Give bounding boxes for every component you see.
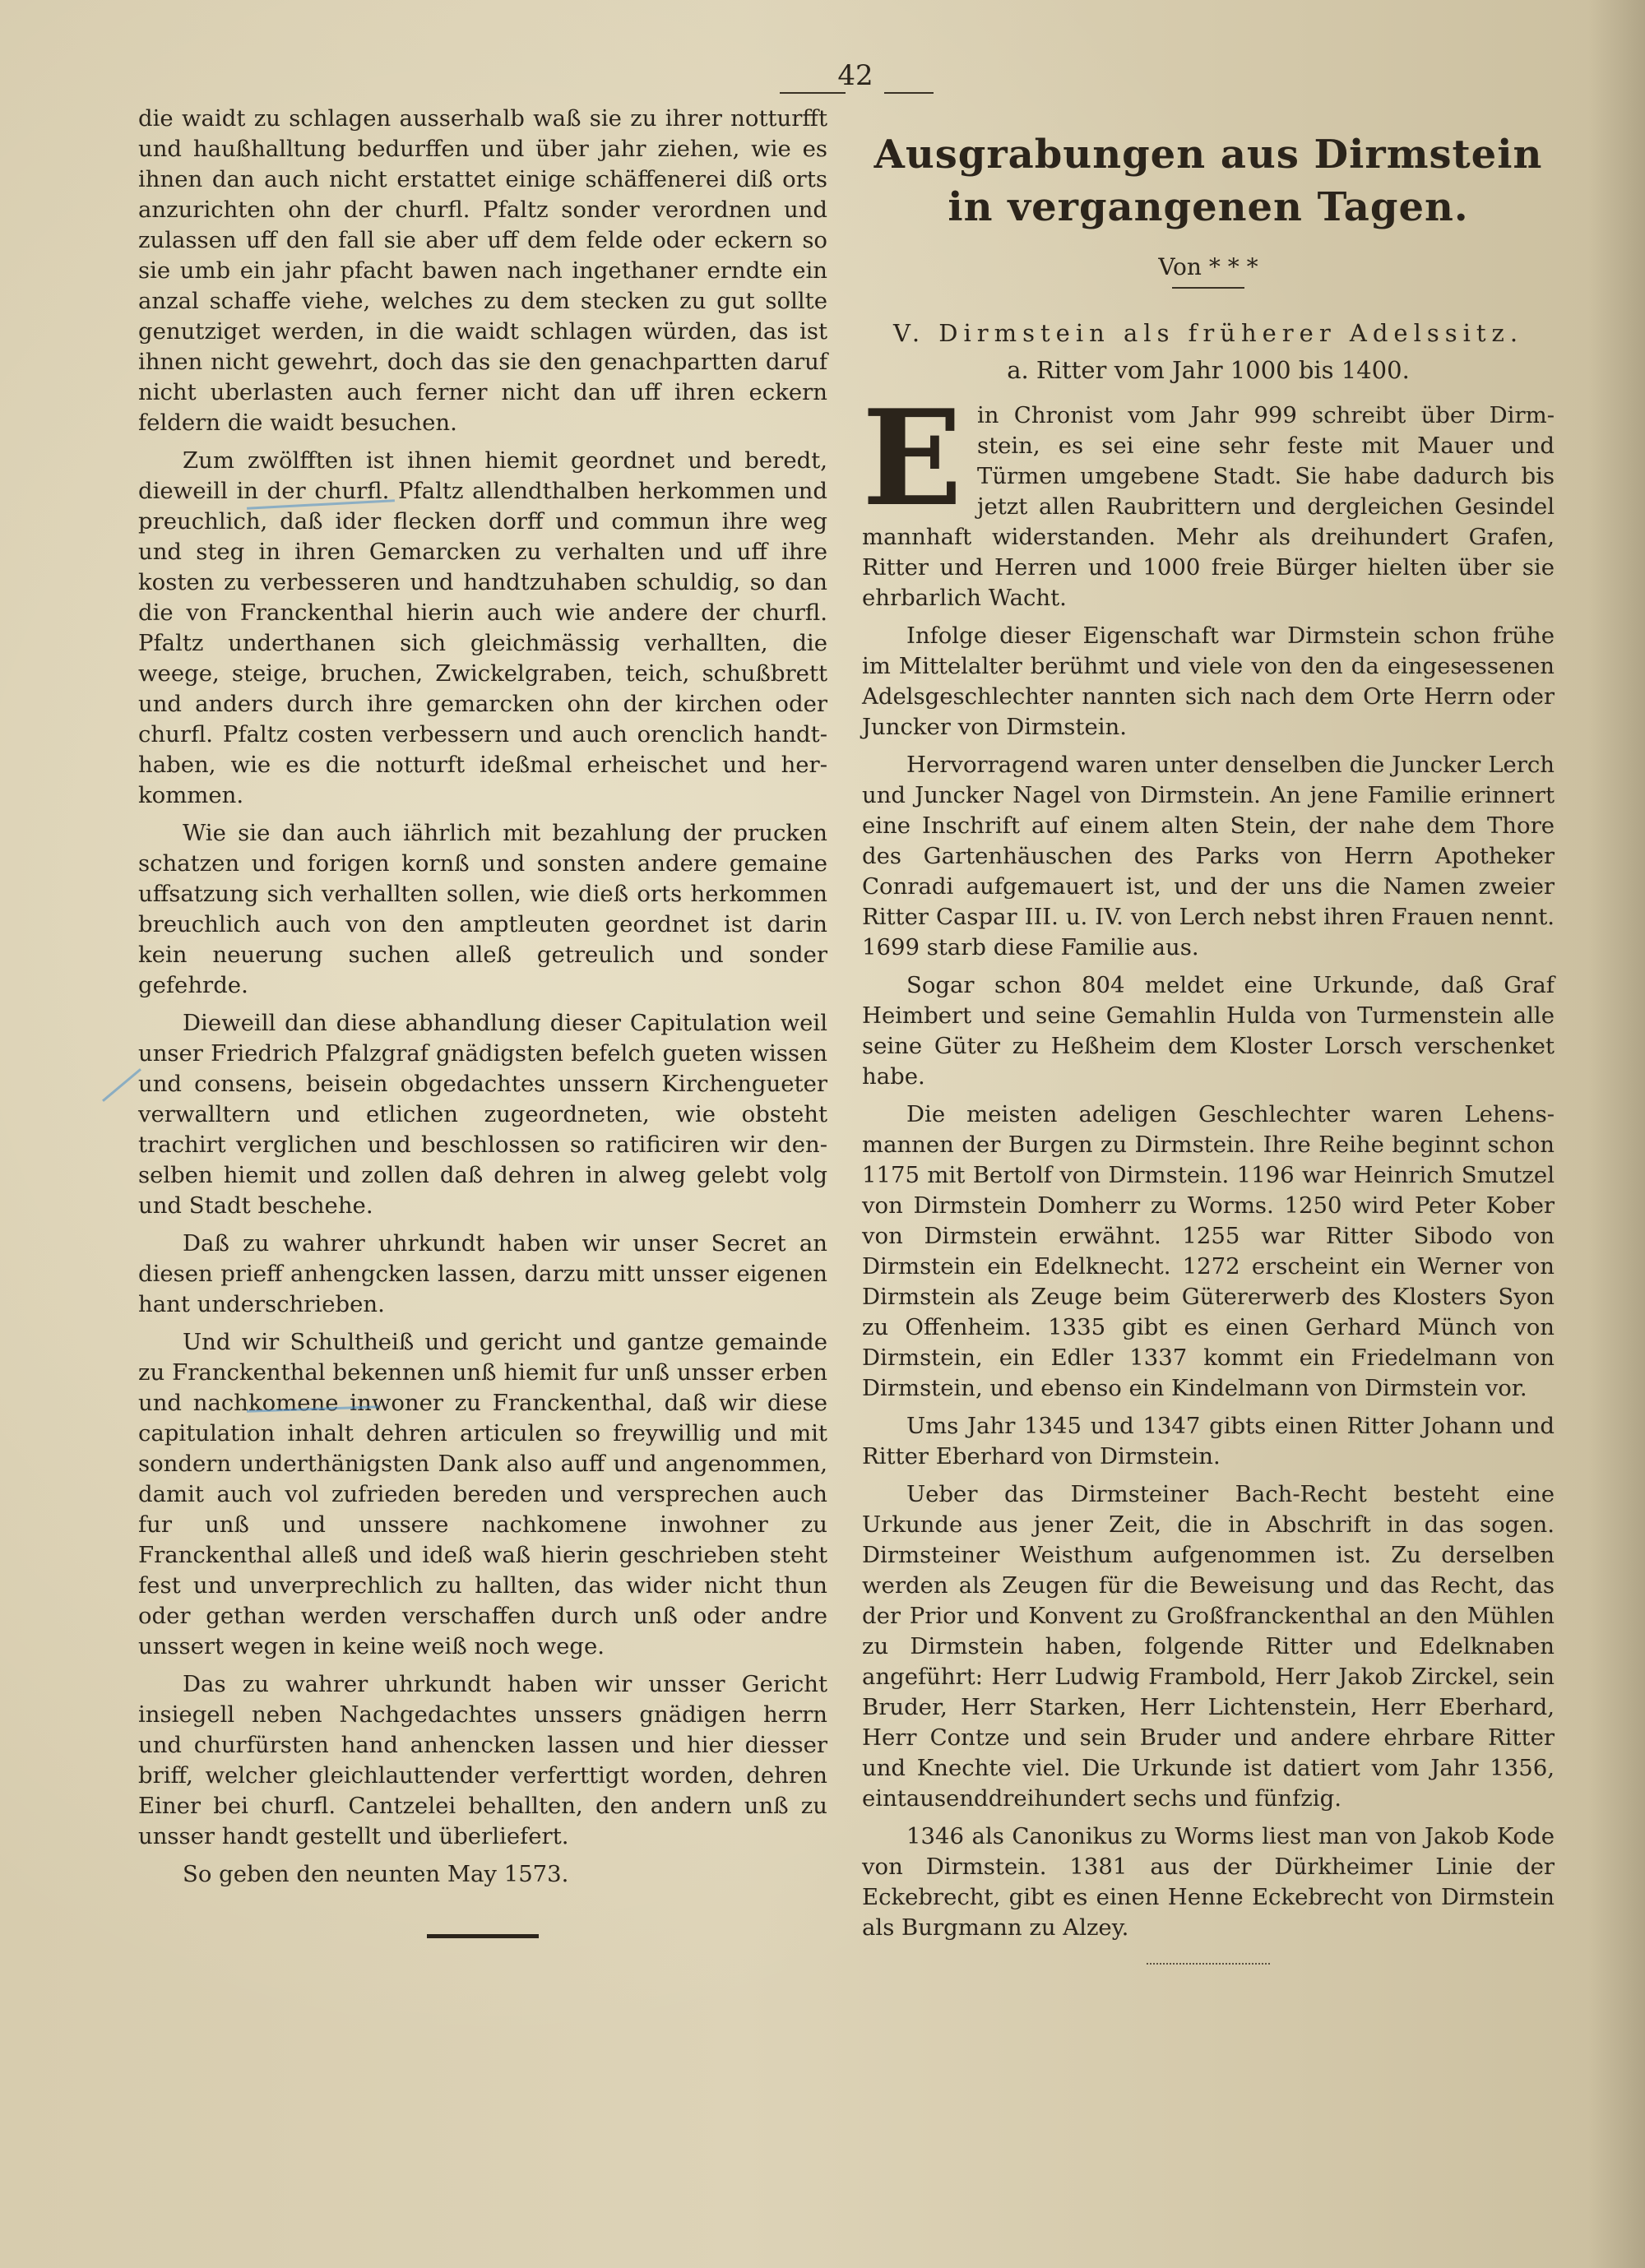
subsection-heading: a. Ritter vom Jahr 1000 bis 1400. bbox=[1007, 356, 1410, 384]
header-rule-right bbox=[884, 92, 934, 94]
right-paragraph: Ums Jahr 1345 und 1347 gibts einen Ritter Johann und Ritter Eberhard von Dirmstein. bbox=[862, 1413, 1555, 1470]
left-paragraph: Zum zwölfften ist ihnen hiemit geordnet und beredt, dieweill in der churfl. Pfaltz allendthalben herkommen und preuchlich, daß ider flecken dorff und commun ihre weg und steg in ihren Gemarcken zu verhalten und uff ihre kosten zu verbesseren und handtzuhaben schuldig, so dan die von Franckenthal hierin auch wie andere der churfl. Pfaltz underthanen sich gleichmässig verhallten, die weege, steige, bruchen, Zwickelgraben, teich, schußbrett und anders durch ihre gemarcken ohn der kirchen oder churfl. Pfaltz costen verbessern und auch orenclich handthaben, wie es die notturft ideßmal erheischet und herkommen. bbox=[138, 447, 827, 808]
header-rule-left bbox=[780, 92, 846, 94]
left-paragraph: die waidt zu schlagen ausserhalb waß sie zu ihrer notturfft und haußhalltung bedurffen und über jahr ziehen, wie es ihnen dan auch nicht erstattet einige schäffenerei diß orts anzurichten ohn der churfl. Pfaltz sonder verordnen und zulassen uff den fall sie aber uff dem felde oder eckern so sie umb ein jahr pfacht bawen nach ingethaner erndte ein anzal schaffe viehe, welches zu dem stecken zu gut sollte genutziget werden, in die waidt schlagen würden, das ist ihnen nicht gewehrt, doch das sie den genachpartten daruf nicht uberlasten auch ferner nicht dan uff ihren eckern feldern die waidt besuchen. bbox=[138, 105, 827, 436]
lead-paragraph-text: in Chronist vom Jahr 999 schreibt über Dirmstein, es sei eine sehr feste mit Mauer und Türmen umgebene Stadt. Sie habe dadurch bis jetzt allen Raubrittern und dergleichen Gesindel mannhaft widerstanden. Mehr als dreihundert Grafen, Ritter und Herren und 1000 freie Bürger hielten über sie ehrbarlich Wacht. bbox=[862, 402, 1555, 611]
drop-cap-letter: E bbox=[862, 381, 962, 535]
left-column bbox=[138, 104, 827, 1938]
right-column bbox=[862, 104, 1555, 1971]
left-paragraph: Das zu wahrer uhrkundt haben wir unsser Gericht insiegell neben Nachgedachtes unssers gnädigen herrn und churfürsten hand anhencken lassen und hier diesser briff, welcher gleichlauttender verferttigt worden, dehren Einer bei churfl. Cantzelei behallten, den andern unß zu unsser handt gestellt und überliefert. bbox=[138, 1671, 827, 1849]
page-number: 42 bbox=[837, 59, 873, 92]
right-paragraph: Sogar schon 804 meldet eine Urkunde, daß Graf Heimbert und seine Gemahlin Hulda von Turmenstein alle seine Güter zu Heßheim dem Kloster Lorsch verschenket habe. bbox=[862, 972, 1555, 1090]
right-paragraph: Die meisten adeligen Geschlechter waren Lehensmannen der Burgen zu Dirmstein. Ihre Reihe beginnt schon 1175 mit Bertolf von Dirmstein. 1196 war Heinrich Smutzel von Dirmstein Domherr zu Worms. 1250 wird Peter Kober von Dirmstein erwähnt. 1255 war Ritter Sibodo von Dirmstein ein Edelknecht. 1272 erscheint ein Werner von Dirmstein als Zeuge beim Gütererwerb des Klosters Syon zu Offenheim. 1335 gibt es einen Gerhard Münch von Dirmstein, ein Edler 1337 kommt ein Friedelmann von Dirmstein, und ebenso ein Kindelmann von Dirmstein vor. bbox=[862, 1101, 1555, 1401]
left-paragraph-closing-date: So geben den neunten May 1573. bbox=[183, 1861, 569, 1887]
article-byline: Von * * * bbox=[1158, 253, 1258, 280]
article-end-rule bbox=[1147, 1963, 1270, 1971]
right-paragraph-lead bbox=[862, 381, 1555, 613]
page-edge-shadow bbox=[1587, 0, 1645, 2268]
left-paragraph: Wie sie dan auch iährlich mit bezahlung der prucken schatzen und forigen kornß und sonsten andere gemaine uffsatzung sich verhallten sollen, wie dieß orts herkommen breuchlich auch von den amptleuten geordnet ist darin kein neuerung suchen alleß getreulich und sonder gefehrde. bbox=[138, 820, 827, 998]
ink-underline-mark bbox=[102, 1068, 141, 1102]
closing-rule bbox=[427, 1934, 539, 1938]
left-paragraph: Dieweill dan diese abhandlung dieser Capitulation weil unser Friedrich Pfalzgraf gnädigsten befelch gueten wissen und consens, beisein obgedachtes unssern Kirchengueter verwalltern und etlichen zugeordneten, wie obsteht trachirt verglichen und beschlossen so ratificiren wir denselben hiemit und zollen daß dehren in alweg gelebt volg und Stadt beschehe. bbox=[138, 1010, 827, 1219]
right-paragraph: Hervorragend waren unter denselben die Juncker Lerch und Juncker Nagel von Dirmstein. An jene Familie erinnert eine Inschrift auf einem alten Stein, der nahe dem Thore des Gartenhäuschen des Parks von Herrn Apotheker Conradi aufgemauert ist, und der uns die Namen zweier Ritter Caspar III. u. IV. von Lerch nebst ihren Frauen nennt. 1699 starb diese Familie aus. bbox=[862, 752, 1555, 960]
section-heading: V. Dirmstein als früherer Adelssitz. bbox=[892, 319, 1524, 347]
article-title: Ausgrabungen aus Dirmstein in vergangenen Tagen. bbox=[873, 132, 1543, 230]
byline-rule bbox=[1172, 287, 1244, 289]
left-paragraph: Daß zu wahrer uhrkundt haben wir unser Secret an diesen prieff anhengcken lassen, darzu mitt unsser eigenen hant underschrieben. bbox=[138, 1230, 827, 1317]
right-paragraph: Infolge dieser Eigenschaft war Dirmstein schon frühe im Mittelalter berühmt und viele von den da eingesessenen Adelsgeschlechter nannten sich nach dem Orte Herrn oder Juncker von Dirmstein. bbox=[862, 623, 1555, 740]
left-paragraph: Und wir Schultheiß und gericht und gantze gemainde zu Franckenthal bekennen unß hiemit fur unß unsser erben und nachkomene inwoner zu Franckenthal, daß wir diese capitulation inhalt dehren articulen so freywillig und mit sondern underthänigsten Dank also auff und angenommen, damit auch vol zufrieden bereden und versprechen auch fur unß und unssere nachkomene inwohner zu Franckenthal alleß und ideß waß hierin geschrieben steht fest und unverprechlich zu hallten, das wider nicht thun oder gethan werden verschaffen durch unß oder andre unssert wegen in keine weiß noch wege. bbox=[138, 1329, 827, 1659]
right-paragraph: Ueber das Dirmsteiner Bach-Recht besteht eine Urkunde aus jener Zeit, die in Abschrift in das sogen. Dirmsteiner Weisthum aufgenommen ist. Zu derselben werden als Zeugen für die Beweisung und das Recht, das der Prior und Konvent zu Großfranckenthal an den Mühlen zu Dirmstein haben, folgende Ritter und Edelknaben angeführt: Herr Ludwig Frambold, Herr Jakob Zirckel, sein Bruder, Herr Starken, Herr Lichtenstein, Herr Eberhard, Herr Contze und sein Bruder und andere ehrbare Ritter und Knechte viel. Die Urkunde ist datiert vom Jahr 1356, eintausenddreihundert sechs und fünfzig. bbox=[862, 1481, 1555, 1812]
right-paragraph: 1346 als Canonikus zu Worms liest man von Jakob Kode von Dirmstein. 1381 aus der Dürkheimer Linie der Eckebrecht, gibt es einen Henne Eckebrecht von Dirmstein als Burgmann zu Alzey. bbox=[862, 1823, 1555, 1941]
